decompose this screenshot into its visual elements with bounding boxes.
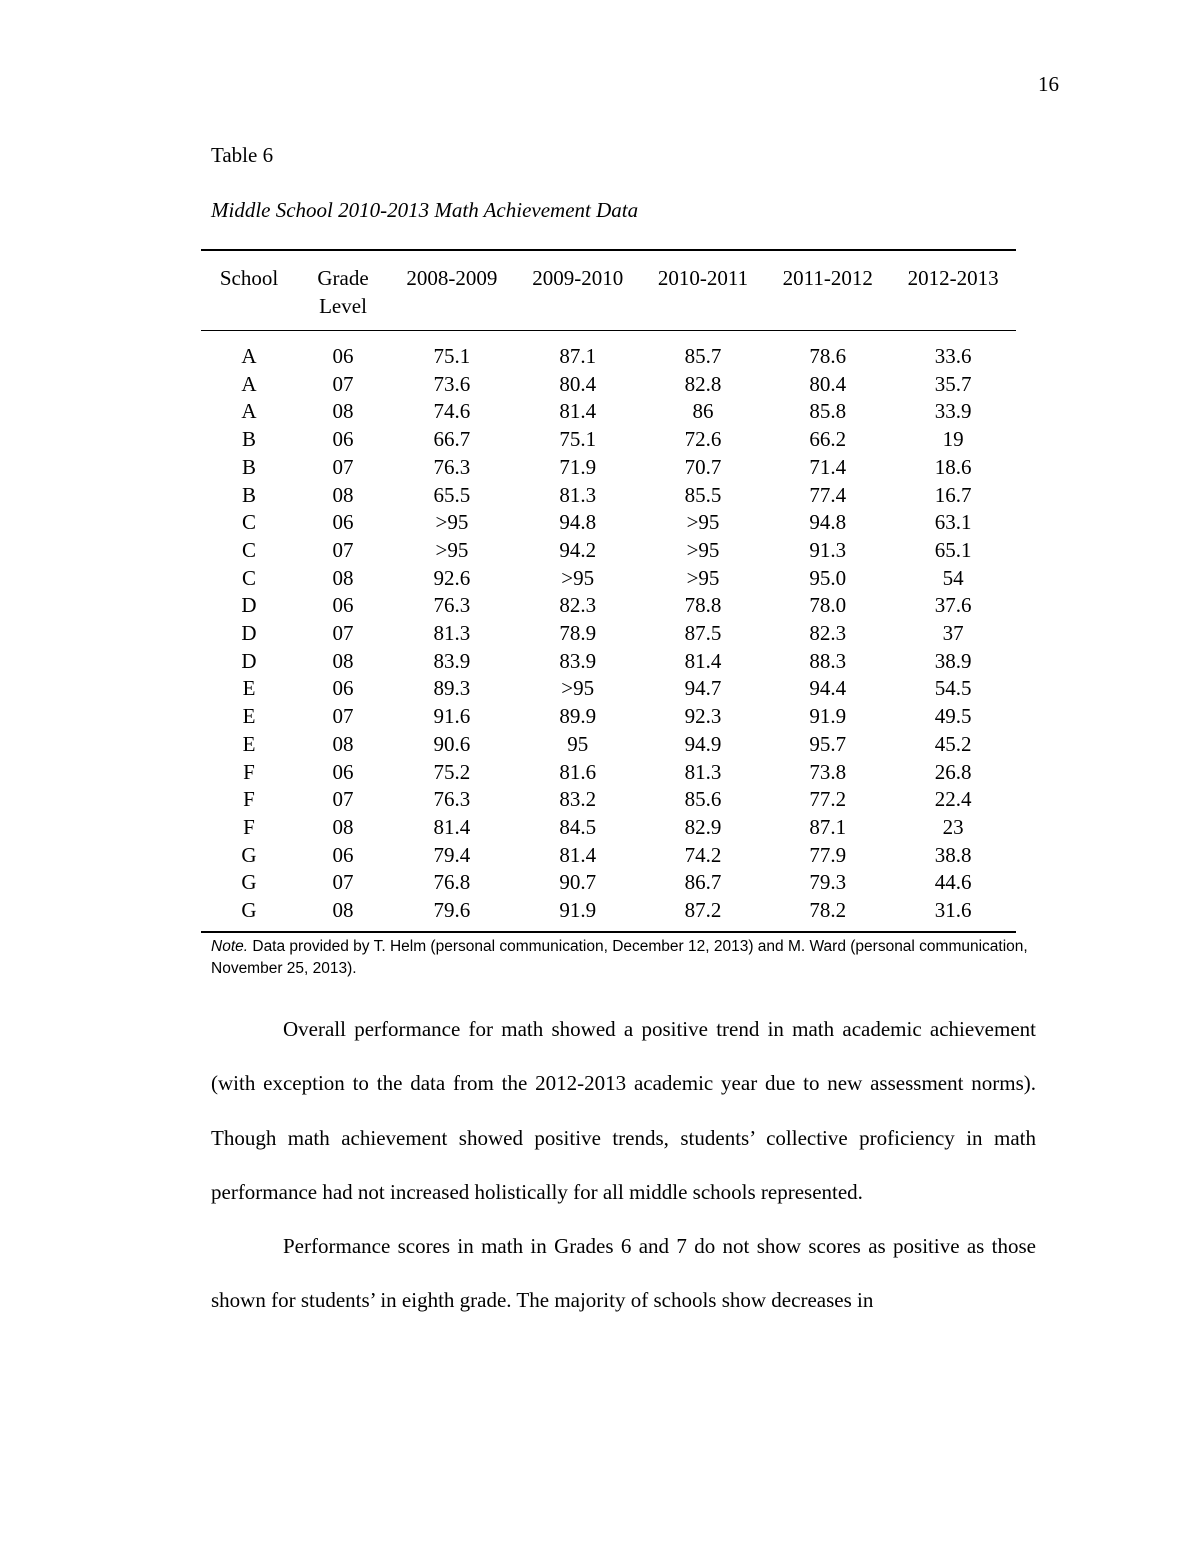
- cell-y2008-2009: 76.8: [433, 870, 471, 895]
- header-2012-2013: 2012-2013: [907, 266, 999, 290]
- cell-y2008-2009: 65.5: [433, 482, 471, 507]
- cell-y2009-2010: 81.3: [559, 482, 597, 507]
- cell-grade: 06: [332, 593, 354, 618]
- cell-y2009-2010: 94.2: [559, 537, 597, 562]
- cell-y2011-2012: 85.8: [809, 399, 847, 424]
- body-text: [211, 1002, 1036, 1328]
- table-row: [201, 454, 1016, 482]
- cell-school: E: [242, 731, 256, 756]
- achievement-table: [201, 249, 1016, 933]
- cell-y2012-2013: 16.7: [934, 482, 972, 507]
- table-label: Table 6: [211, 143, 274, 167]
- table-row: [201, 675, 1016, 703]
- cell-y2012-2013: 54.5: [934, 676, 972, 701]
- table-row: [201, 759, 1016, 787]
- table-row: [201, 426, 1016, 454]
- cell-grade: 08: [332, 565, 354, 590]
- cell-y2011-2012: 91.3: [809, 537, 847, 562]
- header-grade-line1: Grade: [317, 266, 369, 290]
- header-2010-2011: 2010-2011: [657, 266, 749, 290]
- cell-grade: 07: [332, 621, 354, 646]
- cell-y2008-2009: 74.6: [433, 399, 471, 424]
- table-row: [201, 565, 1016, 593]
- cell-grade: 06: [332, 842, 354, 867]
- cell-y2011-2012: 95.7: [809, 731, 847, 756]
- cell-school: D: [241, 621, 257, 646]
- cell-y2010-2011: 85.7: [684, 344, 722, 368]
- cell-y2009-2010: 87.1: [559, 344, 597, 368]
- cell-y2010-2011: 92.3: [684, 704, 722, 729]
- note-text: Data provided by T. Helm (personal communication, December 12, 2013) and M. Ward (personal communication, November 25, 2013).: [211, 938, 1028, 977]
- header-row: [201, 250, 1016, 331]
- table-row: [201, 897, 1016, 932]
- body-paragraph: Performance scores in math in Grades 6 and 7 do not show scores as positive as those shown for students’ in eighth grade. The majority of schools show decreases in: [211, 1234, 1036, 1313]
- cell-y2008-2009: >95: [435, 537, 469, 562]
- table-title: Middle School 2010-2013 Math Achievement Data: [211, 198, 639, 222]
- cell-school: C: [241, 537, 256, 562]
- cell-school: F: [243, 759, 255, 784]
- cell-y2011-2012: 78.2: [809, 898, 847, 923]
- cell-y2012-2013: 37.6: [934, 593, 972, 618]
- cell-y2009-2010: 82.3: [559, 593, 597, 618]
- cell-school: C: [241, 510, 256, 535]
- cell-y2011-2012: 71.4: [809, 454, 847, 479]
- cell-grade: 06: [332, 759, 354, 784]
- cell-y2012-2013: 33.6: [934, 344, 972, 368]
- body-paragraph: Overall performance for math showed a positive trend in math academic achievement (with exception to the data from the 2012-2013 academic year due to new assessment norms). Though math achievement showed positive trends, students’ collective proficiency in math performance had not increased holistically for all middle schools represented.: [211, 1017, 1036, 1204]
- cell-y2009-2010: 89.9: [559, 704, 597, 729]
- cell-y2011-2012: 88.3: [809, 648, 847, 673]
- cell-y2008-2009: 89.3: [433, 676, 471, 701]
- cell-y2010-2011: 81.4: [684, 648, 722, 673]
- table-row: [201, 786, 1016, 814]
- table-row: [201, 731, 1016, 759]
- cell-y2011-2012: 66.2: [809, 427, 847, 452]
- cell-y2010-2011: 74.2: [684, 842, 722, 867]
- header-school: School: [219, 266, 279, 290]
- cell-grade: 07: [332, 870, 354, 895]
- table-row: [201, 537, 1016, 565]
- cell-y2009-2010: 71.9: [559, 454, 597, 479]
- cell-y2011-2012: 73.8: [809, 759, 847, 784]
- cell-y2010-2011: 70.7: [684, 454, 722, 479]
- cell-y2008-2009: 79.4: [433, 842, 471, 867]
- cell-y2010-2011: >95: [686, 537, 720, 562]
- cell-y2008-2009: 76.3: [433, 787, 471, 812]
- cell-y2012-2013: 65.1: [934, 537, 972, 562]
- cell-y2012-2013: 37: [942, 621, 964, 646]
- cell-y2011-2012: 95.0: [809, 565, 847, 590]
- cell-grade: 06: [332, 344, 354, 368]
- cell-y2009-2010: 94.8: [559, 510, 597, 535]
- cell-grade: 07: [332, 371, 354, 396]
- cell-grade: 08: [332, 731, 354, 756]
- cell-y2008-2009: 91.6: [433, 704, 471, 729]
- cell-y2012-2013: 38.8: [934, 842, 972, 867]
- cell-y2008-2009: 92.6: [433, 565, 471, 590]
- cell-y2011-2012: 94.4: [809, 676, 847, 701]
- table-row: [201, 703, 1016, 731]
- cell-y2011-2012: 77.9: [809, 842, 847, 867]
- cell-school: D: [241, 648, 257, 673]
- table-body: [201, 331, 1016, 932]
- cell-y2009-2010: 78.9: [559, 621, 597, 646]
- cell-y2012-2013: 26.8: [934, 759, 972, 784]
- cell-grade: 07: [332, 454, 354, 479]
- cell-y2010-2011: 85.5: [684, 482, 722, 507]
- header-grade-level: [297, 250, 389, 331]
- cell-y2012-2013: 35.7: [934, 371, 972, 396]
- cell-y2010-2011: 78.8: [684, 593, 722, 618]
- cell-y2008-2009: 75.2: [433, 759, 471, 784]
- table-row: [201, 509, 1016, 537]
- cell-grade: 08: [332, 814, 354, 839]
- cell-school: D: [241, 593, 257, 618]
- cell-y2011-2012: 77.4: [809, 482, 847, 507]
- cell-y2011-2012: 91.9: [809, 704, 847, 729]
- cell-grade: 07: [332, 787, 354, 812]
- cell-school: G: [241, 898, 257, 923]
- cell-y2008-2009: >95: [435, 510, 469, 535]
- cell-y2010-2011: 87.5: [684, 621, 722, 646]
- cell-y2009-2010: 91.9: [559, 898, 597, 923]
- cell-school: A: [241, 344, 257, 368]
- cell-y2012-2013: 23: [942, 814, 964, 839]
- cell-y2008-2009: 66.7: [433, 427, 471, 452]
- cell-y2010-2011: 82.9: [684, 814, 722, 839]
- cell-school: G: [241, 842, 257, 867]
- cell-y2008-2009: 83.9: [433, 648, 471, 673]
- cell-y2008-2009: 81.3: [433, 621, 471, 646]
- cell-school: B: [241, 482, 256, 507]
- cell-school: E: [242, 676, 256, 701]
- cell-y2010-2011: 94.7: [684, 676, 722, 701]
- cell-y2012-2013: 33.9: [934, 399, 972, 424]
- cell-y2011-2012: 77.2: [809, 787, 847, 812]
- table-row: [201, 371, 1016, 399]
- cell-y2012-2013: 49.5: [934, 704, 972, 729]
- cell-y2010-2011: 85.6: [684, 787, 722, 812]
- achievement-table-container: [201, 249, 1016, 933]
- cell-y2009-2010: 80.4: [559, 371, 597, 396]
- cell-y2009-2010: 84.5: [559, 814, 597, 839]
- table-row: [201, 482, 1016, 510]
- header-2009-2010: 2009-2010: [532, 266, 624, 290]
- cell-y2011-2012: 94.8: [809, 510, 847, 535]
- cell-y2010-2011: 86: [692, 399, 714, 424]
- cell-y2010-2011: >95: [686, 565, 720, 590]
- header-2011-2012: 2011-2012: [782, 266, 873, 290]
- cell-grade: 06: [332, 427, 354, 452]
- table-row: [201, 814, 1016, 842]
- cell-y2012-2013: 63.1: [934, 510, 972, 535]
- note-label: Note.: [211, 938, 249, 955]
- cell-y2010-2011: >95: [686, 510, 720, 535]
- cell-y2012-2013: 45.2: [934, 731, 972, 756]
- cell-y2010-2011: 72.6: [684, 427, 722, 452]
- cell-y2009-2010: 90.7: [559, 870, 597, 895]
- table-note: [211, 936, 1041, 980]
- cell-school: F: [243, 814, 255, 839]
- cell-y2008-2009: 73.6: [433, 371, 471, 396]
- table-header: [201, 250, 1016, 331]
- cell-grade: 07: [332, 537, 354, 562]
- cell-y2010-2011: 81.3: [684, 759, 722, 784]
- cell-grade: 08: [332, 482, 354, 507]
- cell-y2009-2010: 81.4: [559, 842, 597, 867]
- cell-y2012-2013: 54: [942, 565, 964, 590]
- cell-y2009-2010: 75.1: [559, 427, 597, 452]
- cell-y2008-2009: 75.1: [433, 344, 471, 368]
- cell-school: A: [241, 399, 257, 424]
- cell-grade: 06: [332, 676, 354, 701]
- cell-y2008-2009: 79.6: [433, 898, 471, 923]
- cell-y2012-2013: 22.4: [934, 787, 972, 812]
- cell-school: B: [241, 427, 256, 452]
- cell-y2011-2012: 82.3: [809, 621, 847, 646]
- table-row: [201, 398, 1016, 426]
- cell-y2008-2009: 90.6: [433, 731, 471, 756]
- cell-y2010-2011: 94.9: [684, 731, 722, 756]
- cell-school: F: [243, 787, 255, 812]
- cell-y2009-2010: 81.6: [559, 759, 597, 784]
- cell-y2009-2010: 83.9: [559, 648, 597, 673]
- cell-y2008-2009: 81.4: [433, 814, 471, 839]
- cell-y2012-2013: 19: [942, 427, 964, 452]
- cell-y2010-2011: 86.7: [684, 870, 722, 895]
- cell-grade: 07: [332, 704, 354, 729]
- cell-y2010-2011: 82.8: [684, 371, 722, 396]
- cell-y2012-2013: 38.9: [934, 648, 972, 673]
- cell-y2011-2012: 80.4: [809, 371, 847, 396]
- table-row: [201, 842, 1016, 870]
- cell-school: G: [241, 870, 257, 895]
- cell-y2009-2010: 83.2: [559, 787, 597, 812]
- cell-y2011-2012: 78.0: [809, 593, 847, 618]
- table-row: [201, 331, 1016, 371]
- cell-y2012-2013: 44.6: [934, 870, 972, 895]
- cell-y2009-2010: >95: [561, 565, 595, 590]
- cell-y2008-2009: 76.3: [433, 454, 471, 479]
- cell-y2009-2010: >95: [561, 676, 595, 701]
- cell-grade: 08: [332, 648, 354, 673]
- page-number: 16: [1038, 72, 1059, 96]
- cell-grade: 08: [332, 898, 354, 923]
- cell-grade: 08: [332, 399, 354, 424]
- cell-y2010-2011: 87.2: [684, 898, 722, 923]
- table-row: [201, 592, 1016, 620]
- cell-y2011-2012: 87.1: [809, 814, 847, 839]
- cell-y2012-2013: 18.6: [934, 454, 972, 479]
- cell-grade: 06: [332, 510, 354, 535]
- cell-school: B: [241, 454, 256, 479]
- cell-y2009-2010: 81.4: [559, 399, 597, 424]
- table-row: [201, 869, 1016, 897]
- table-row: [201, 648, 1016, 676]
- cell-school: C: [241, 565, 256, 590]
- header-grade-line2: Level: [319, 294, 367, 318]
- cell-school: A: [241, 371, 257, 396]
- cell-y2011-2012: 78.6: [809, 344, 847, 368]
- cell-y2011-2012: 79.3: [809, 870, 847, 895]
- cell-y2009-2010: 95: [567, 731, 589, 756]
- cell-y2008-2009: 76.3: [433, 593, 471, 618]
- header-2008-2009: 2008-2009: [406, 266, 498, 290]
- table-row: [201, 620, 1016, 648]
- cell-y2012-2013: 31.6: [934, 898, 972, 923]
- cell-school: E: [242, 704, 256, 729]
